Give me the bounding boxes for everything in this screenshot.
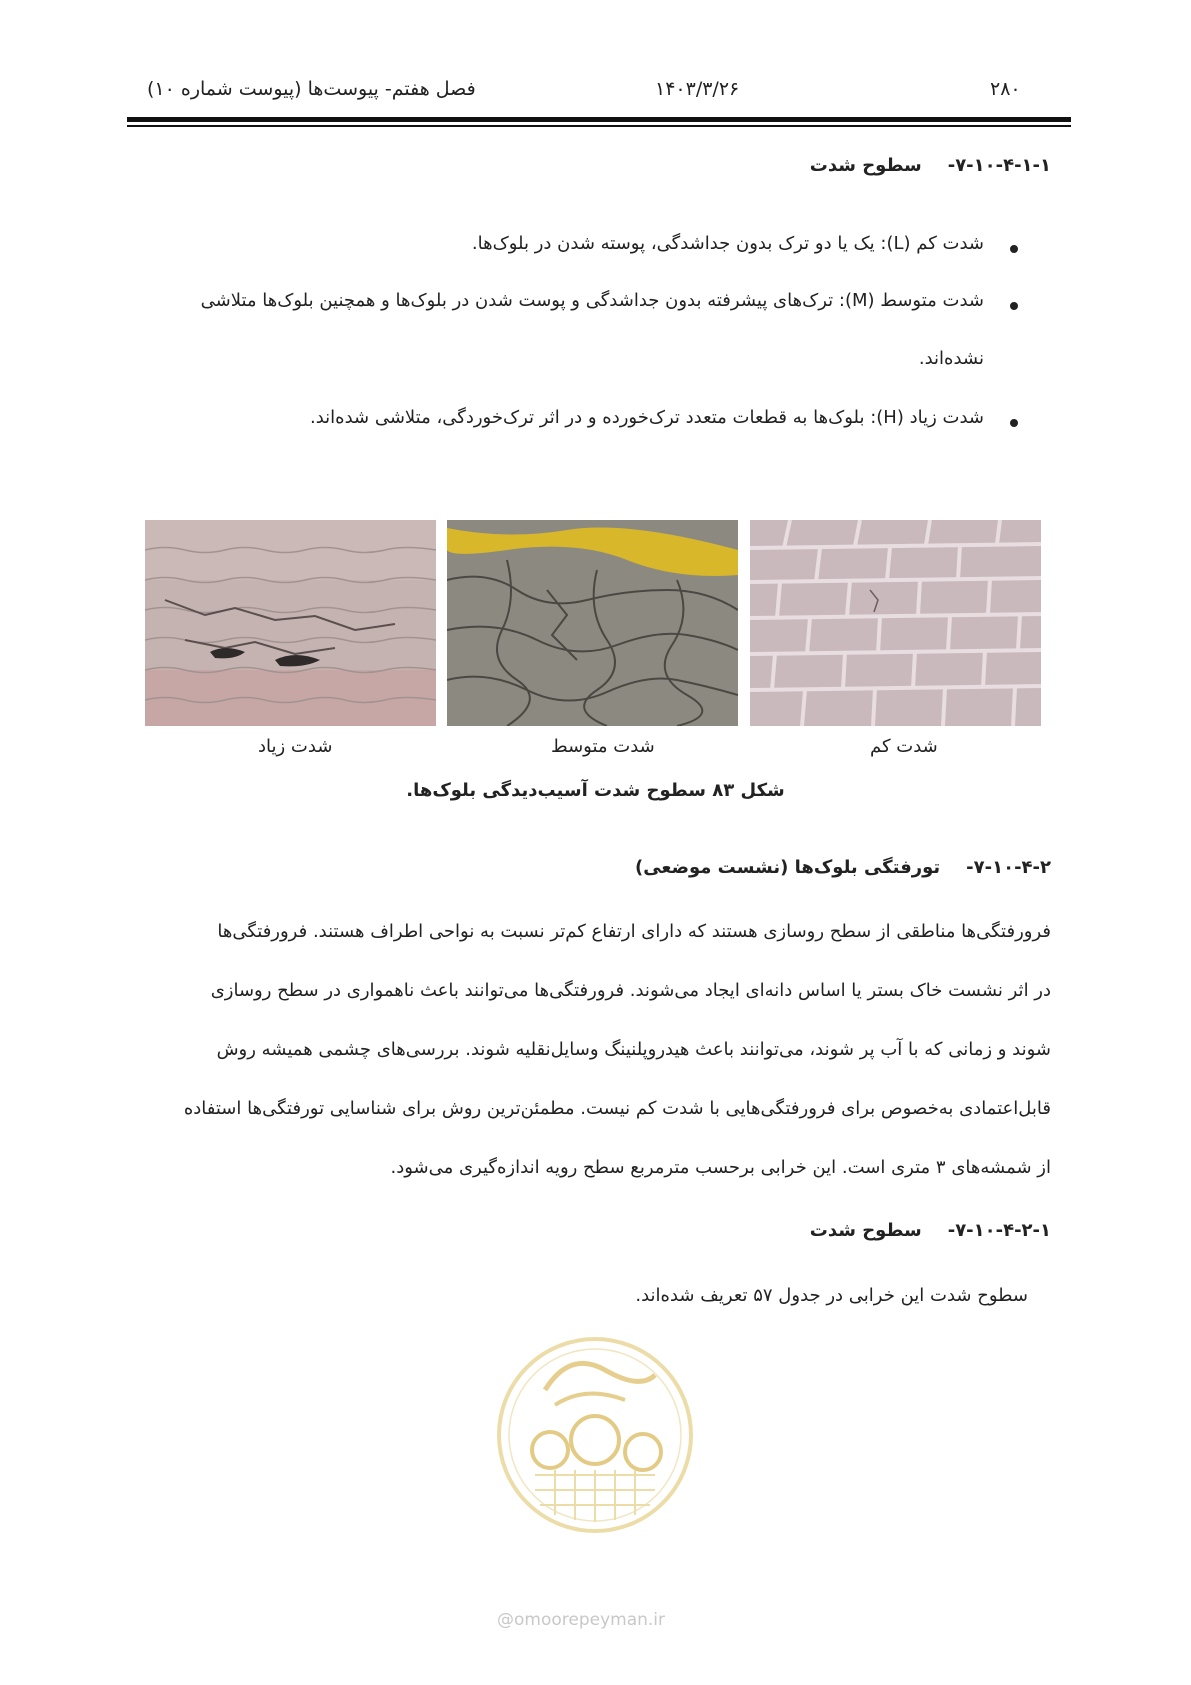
section2-heading bbox=[635, 857, 1051, 878]
at-icon: @ bbox=[497, 1610, 514, 1630]
section3-number: ۷-۱۰-۴-۲-۱- bbox=[947, 1220, 1051, 1241]
paragraph-line-5: از شمشه‌های ۳ متری است. این خرابی برحسب مترمربع سطح رویه اندازه‌گیری می‌شود. bbox=[390, 1157, 1051, 1178]
section3-title: سطوح شدت bbox=[809, 1220, 922, 1241]
paragraph-line-3: شوند و زمانی که با آب پر شوند، می‌توانند باعث هیدروپلنینگ وسایل‌نقلیه شوند. بررسی‌های چشمی همیشه روش bbox=[216, 1039, 1051, 1060]
paragraph-line-4: قابل‌اعتمادی به‌خصوص برای فرورفتگی‌هایی با شدت کم نیست. مطمئن‌ترین روش برای شناسایی تورفتگی‌ها استفاده bbox=[183, 1098, 1051, 1119]
header-page-number: ۲۸۰ bbox=[990, 78, 1021, 100]
watermark-text: omoorepeyman.ir bbox=[514, 1610, 666, 1630]
photo-low-severity bbox=[750, 520, 1041, 726]
bullet-dot-3 bbox=[1010, 419, 1018, 427]
paragraph-line-2: در اثر نشست خاک بستر یا اساس دانه‌ای ایجاد می‌شوند. فرورفتگی‌ها می‌توانند باعث ناهمواری در سطح روسازی bbox=[210, 980, 1051, 1001]
section1-number: ۷-۱۰-۴-۱-۱- bbox=[947, 155, 1051, 176]
bullet-dot-1 bbox=[1010, 245, 1018, 253]
bullet-medium-line1: شدت متوسط (M): ترک‌های پیشرفته بدون جداشدگی و پوست شدن در بلوک‌ها و همچنین بلوک‌ها متلاشی bbox=[200, 290, 984, 311]
bullet-low: شدت کم (L): یک یا دو ترک بدون جداشدگی، پوسته شدن در بلوک‌ها. bbox=[471, 233, 984, 254]
bullet-medium-line2: نشده‌اند. bbox=[918, 348, 984, 369]
figure-title: شکل ۸۳ سطوح شدت آسیب‌دیدگی بلوک‌ها. bbox=[406, 780, 785, 801]
caption-medium: شدت متوسط bbox=[551, 736, 655, 757]
header-chapter: فصل هفتم- پیوست‌ها (پیوست شماره ۱۰) bbox=[147, 78, 476, 100]
caption-low: شدت کم bbox=[870, 736, 938, 757]
watermark-url bbox=[497, 1610, 665, 1630]
section1-title: سطوح شدت bbox=[809, 155, 922, 176]
header-rule-thin bbox=[127, 125, 1071, 127]
section2-number: ۷-۱۰-۴-۲- bbox=[966, 857, 1051, 878]
bullet-high: شدت زیاد (H): بلوک‌ها به قطعات متعدد ترک‌خورده و در اثر ترک‌خوردگی، متلاشی شده‌اند. bbox=[309, 407, 984, 428]
paragraph-line-1: فرورفتگی‌ها مناطقی از سطح روسازی هستند که دارای ارتفاع کم‌تر نسبت به نواحی اطراف هستند. فرورفتگی‌ها bbox=[217, 921, 1051, 942]
header-rule-thick bbox=[127, 117, 1071, 122]
section2-title: تورفتگی بلوک‌ها (نشست موضعی) bbox=[634, 857, 941, 878]
bullet-dot-2 bbox=[1010, 302, 1018, 310]
caption-high: شدت زیاد bbox=[258, 736, 333, 757]
watermark-logo bbox=[495, 1330, 695, 1570]
section3-heading bbox=[810, 1220, 1051, 1241]
header-date: ۱۴۰۳/۳/۲۶ bbox=[655, 78, 740, 100]
photo-medium-severity bbox=[447, 520, 738, 726]
section3-text: سطوح شدت این خرابی در جدول ۵۷ تعریف شده‌اند. bbox=[635, 1285, 1028, 1306]
photo-high-severity bbox=[145, 520, 436, 726]
section1-heading bbox=[810, 155, 1051, 176]
